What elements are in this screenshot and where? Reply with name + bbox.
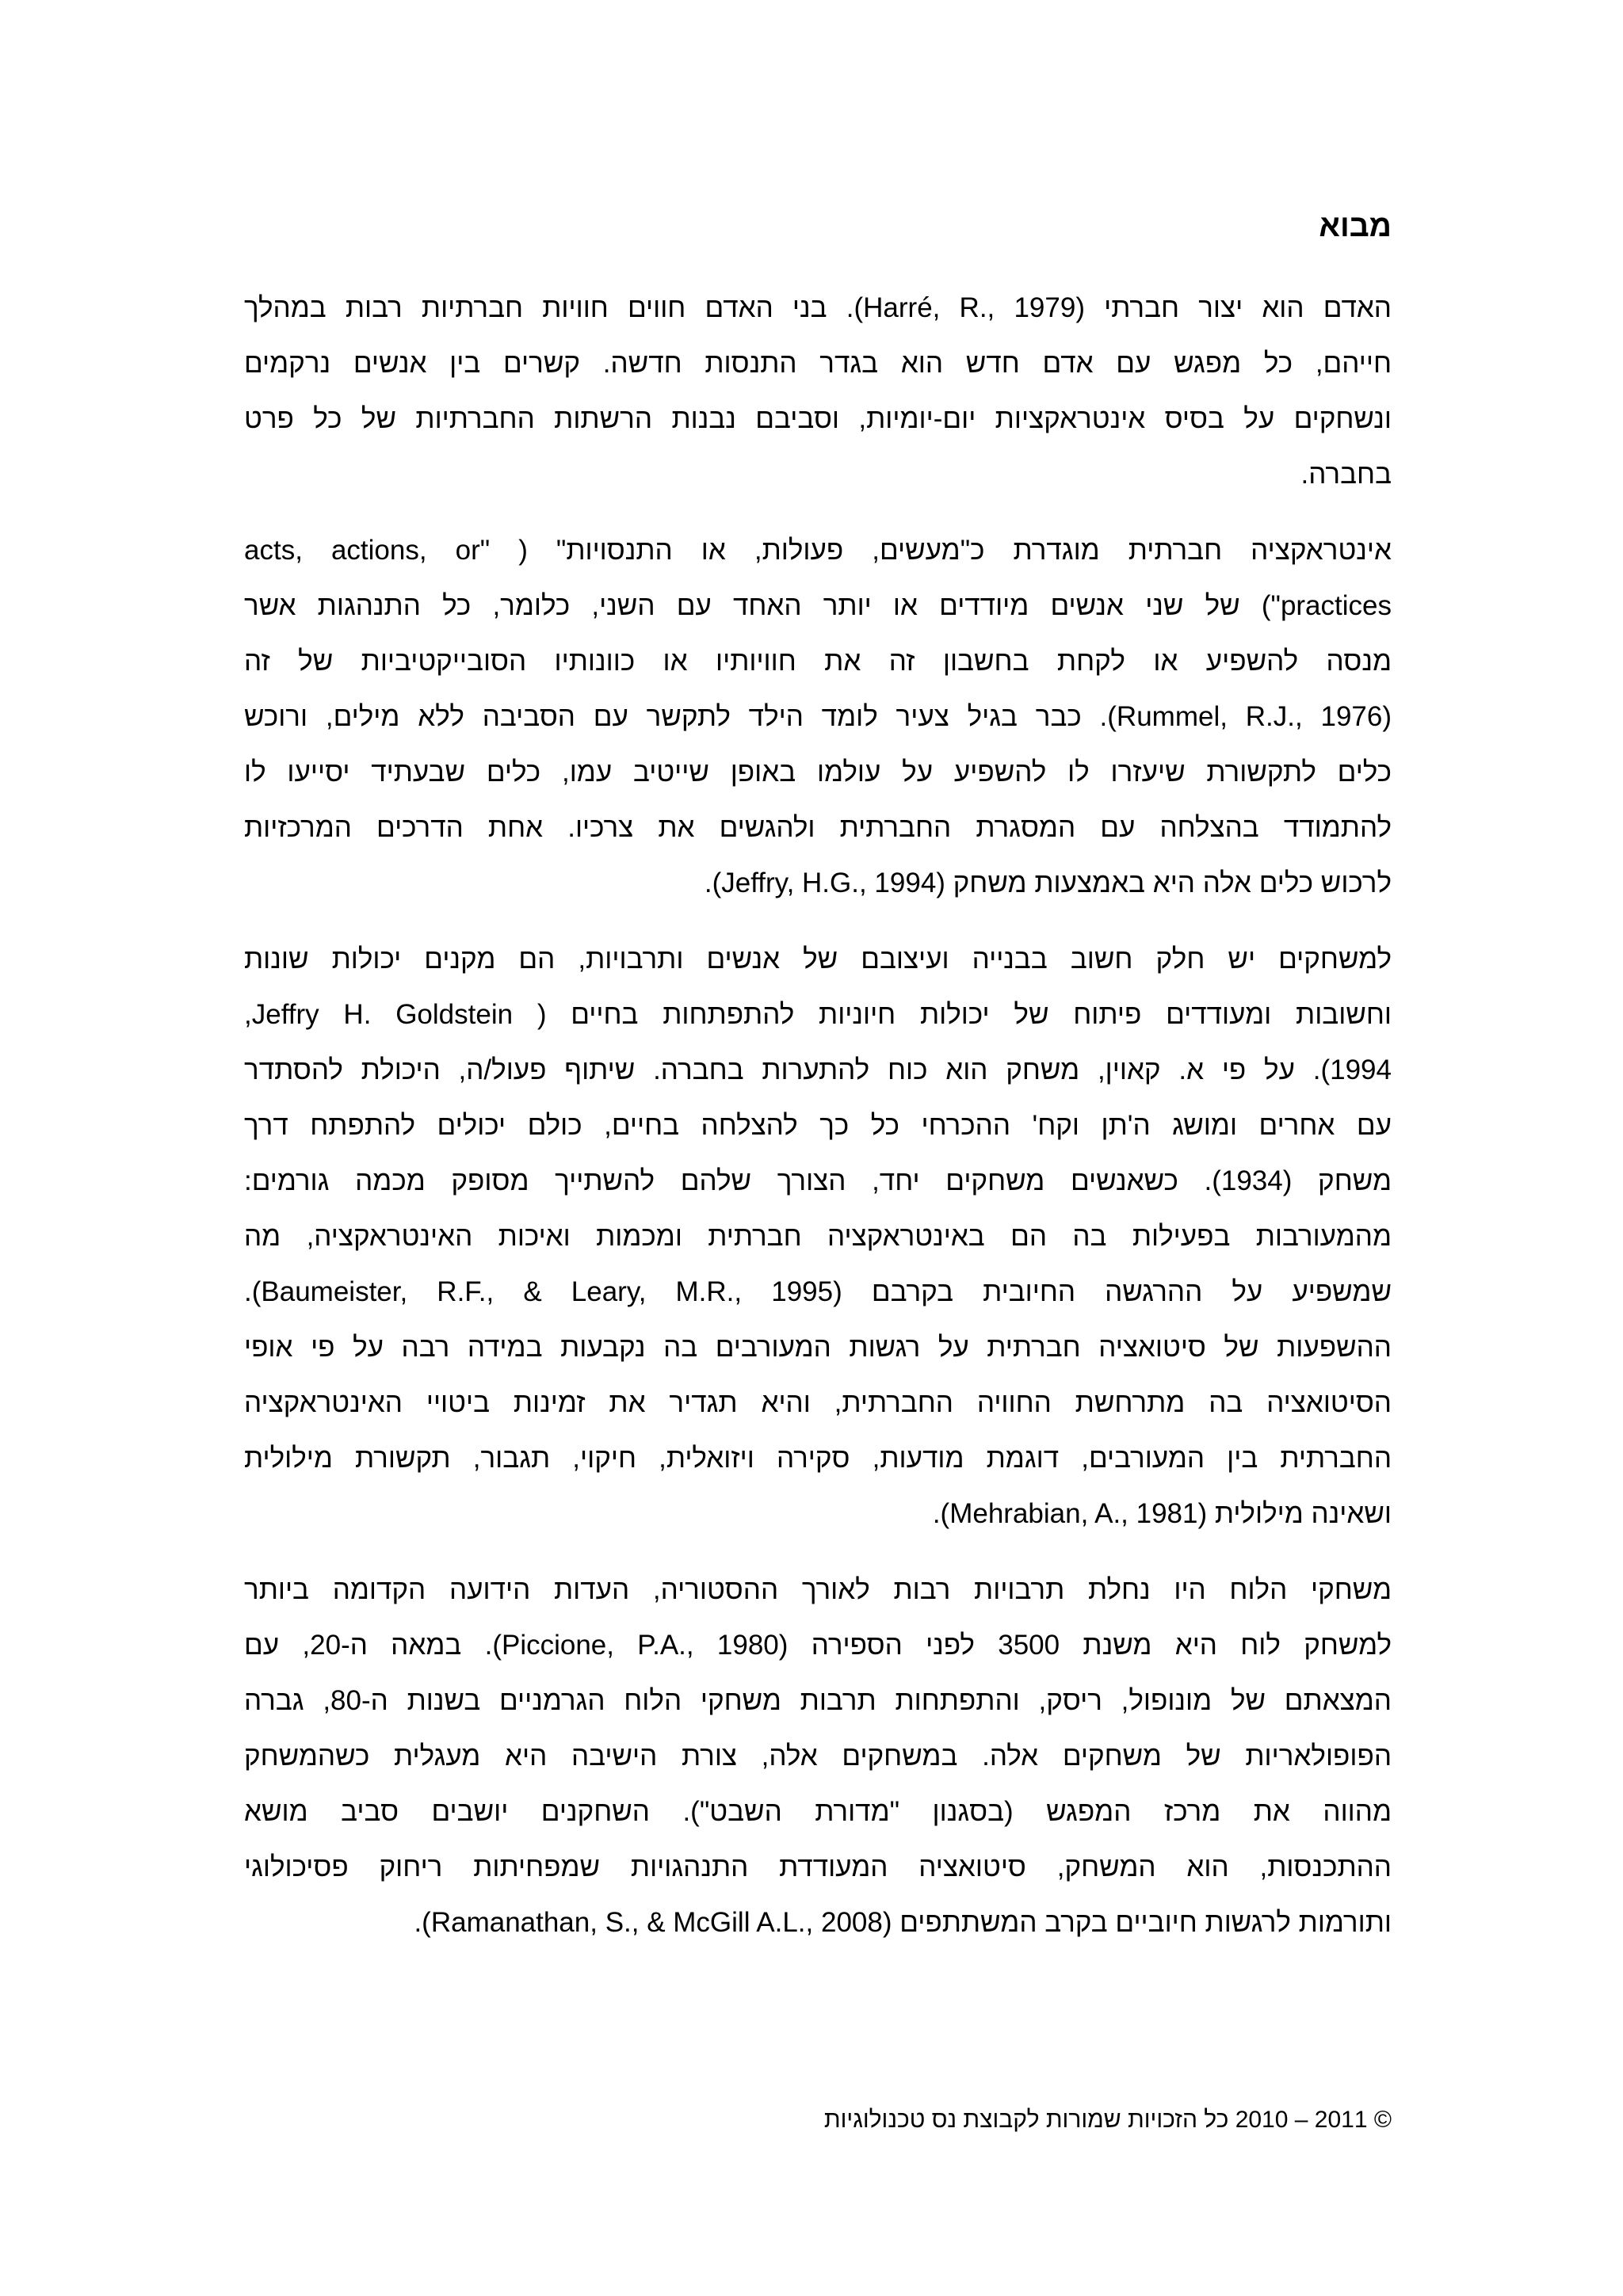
paragraph-line: שמשפיע על ההרגשה החיובית בקרבם (Baumeister, R.F., & Leary, M.R., 1995). [244,1276,1392,1307]
paragraph-social-interaction [244,523,1392,911]
paragraph-line: וחשובות ומעודדים פיתוח של יכולות חיוניות להתפתחות בחיים ( Jeffry H. Goldstein, [244,999,1392,1030]
paragraph-line: מהמעורבות בפעילות בה הם באינטראקציה חברתית ומכמות ואיכות האינטראקציה, מה [244,1221,1392,1252]
document-body [244,208,1392,1971]
paragraph-line: ההתכנסות, הוא המשחק, סיטואציה המעודדת התנהגויות שמפחיתות ריחוק פסיכולוגי [244,1852,1392,1882]
paragraph-line: כלים לתקשורת שיעזרו לו להשפיע על עולמו באופן שייטיב עמו, כלים שבעתיד יסייעו לו [244,757,1392,788]
paragraph-line: בחברה. [1300,459,1392,490]
paragraph-line: להתמודד בהצלחה עם המסגרת החברתית ולהגשים את צרכיו. אחת הדרכים המרכזיות [244,812,1392,843]
paragraph-line: מנסה להשפיע או לקחת בחשבון זה את חוויותיו או כוונותיו הסובייקטיביות של זה [244,646,1392,677]
page-title: מבוא [1319,209,1392,243]
paragraph-line: משחק (1934). כשאנשים משחקים יחד, הצורך שלהם להשתייך מסופק מכמה גורמים: [244,1165,1392,1196]
paragraph-board-games [244,1562,1392,1951]
paragraph-line: practices") של שני אנשים מיודדים או יותר האחד עם השני, כלומר, כל התנהגות אשר [244,590,1392,621]
paragraph-line: ותורמות לרגשות חיוביים בקרב המשתתפים (Ramanathan, S., & McGill A.L., 2008). [414,1907,1392,1938]
paragraph-line: עם אחרים ומושג ה'תן וקח' ההכרחי כל כך להצלחה בחיים, כולם יכולים להתפתח דרך [244,1110,1392,1141]
paragraph-line: למשחקים יש חלק חשוב בבנייה ועיצובם של אנשים ותרבויות, הם מקנים יכולות שונות [244,944,1392,974]
paragraph-line: החברתית בין המעורבים, דוגמת מודעות, סקירה ויזואלית, חיקוי, תגבור, תקשורת מילולית [244,1443,1392,1474]
paragraph-line: האדם הוא יצור חברתי (Harré, R., 1979). בני האדם חווים חוויות חברתיות רבות במהלך [244,292,1392,323]
paragraph-line: משחקי הלוח היו נחלת תרבויות רבות לאורך ההסטוריה, העדות הידועה הקדומה ביותר [244,1574,1392,1605]
paragraph-line: המצאתם של מונופול, ריסק, והתפתחות תרבות משחקי הלוח הגרמניים בשנות ה-80, גברה [244,1685,1392,1716]
paragraph-line: (Rummel, R.J., 1976). כבר בגיל צעיר לומד הילד לתקשר עם הסביבה ללא מילים, ורוכש [244,701,1392,732]
paragraph-games-role [244,932,1392,1542]
paragraph-intro [244,280,1392,502]
copyright-footer: © 2011 – 2010 כל הזכויות שמורות לקבוצת נס טכנולוגיות [823,2107,1392,2133]
paragraph-line: חייהם, כל מפגש עם אדם חדש הוא בגדר התנסות חדשה. קשרים בין אנשים נרקמים [244,348,1392,379]
paragraph-line: ונשחקים על בסיס אינטראקציות יום-יומיות, וסביבם נבנות הרשתות החברתיות של כל פרט [244,403,1392,434]
paragraph-line: למשחק לוח היא משנת 3500 לפני הספירה (Piccione, P.A., 1980). במאה ה-20, עם [244,1630,1392,1661]
paragraph-line: 1994). על פי א. קאוין, משחק הוא כוח להתערות בחברה. שיתוף פעול/ה, היכולת להסתדר [244,1055,1392,1085]
paragraph-line: אינטראקציה חברתית מוגדרת כ"מעשים, פעולות, או התנסויות" ( "acts, actions, or [244,535,1392,566]
paragraph-line: לרכוש כלים אלה היא באמצעות משחק (Jeffry, H.G., 1994). [704,868,1392,898]
paragraph-line: ושאינה מילולית (Mehrabian, A., 1981). [932,1498,1392,1529]
paragraph-line: ההשפעות של סיטואציה חברתית על רגשות המעורבים בה נקבעות במידה רבה על פי אופי [244,1332,1392,1363]
paragraph-line: הפופולאריות של משחקים אלה. במשחקים אלה, צורת הישיבה היא מעגלית כשהמשחק [244,1741,1392,1772]
paragraph-line: מהווה את מרכז המפגש (בסגנון "מדורת השבט"). השחקנים יושבים סביב מושא [244,1796,1392,1827]
paragraph-line: הסיטואציה בה מתרחשת החוויה החברתית, והיא תגדיר את זמינות ביטויי האינטראקציה [244,1387,1392,1418]
